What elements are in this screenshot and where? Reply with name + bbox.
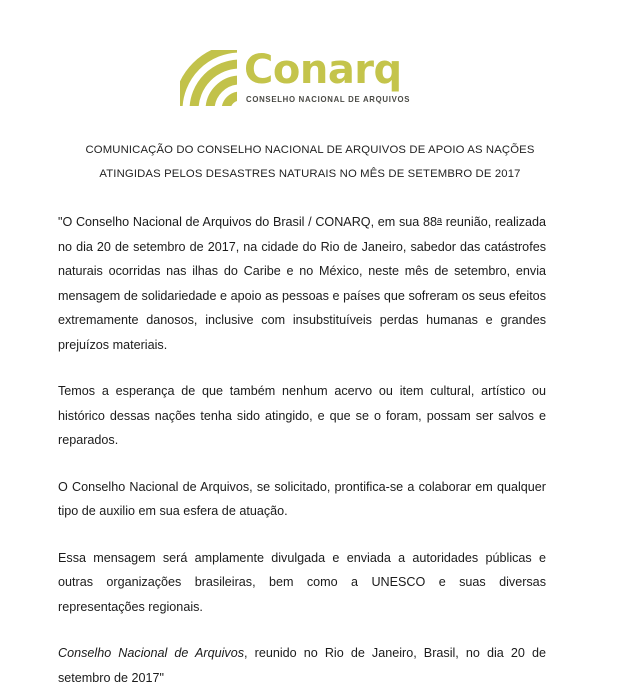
signature-rest: , reunido no Rio de Janeiro, Brasil, no dia 20 de setembro de 2017" <box>58 646 546 685</box>
paragraph-1 <box>58 208 546 357</box>
ordinal-indicator: a <box>436 215 442 225</box>
paragraph-5-signature <box>58 641 546 690</box>
signature-organization-name: Conselho Nacional de Arquivos <box>58 646 245 661</box>
paragraph-4: Essa mensagem será amplamente divulgada e enviada a autoridades públicas e outras organizações brasileiras, bem como a UNESCO e suas diversas representações regionais. <box>58 550 546 614</box>
document-title-line-2: ATINGIDAS PELOS DESASTRES NATURAIS NO MÊS DE SETEMBRO DE 2017 <box>99 168 521 180</box>
conarq-logo <box>180 48 440 110</box>
conarq-tagline: CONSELHO NACIONAL DE ARQUIVOS <box>246 95 411 104</box>
paragraph-1-text-after-ordinal: reunião, realizada no dia 20 de setembro de 2017, na cidade do Rio de Janeiro, sabedor das catástrofes naturais ocorridas nas ilhas do Caribe e no México, neste mês de setembro, envia mensagem de solidariedade e apoio as pessoas e países que sofreram os seus efeitos extremamente danosos, inclusive com insubstituíveis perdas humanas e grandes prejuízos materiais. <box>58 215 547 352</box>
paragraph-2: Temos a esperança de que também nenhum acervo ou item cultural, artístico ou histórico dessas nações tenha sido atingido, e que se o foram, possam ser salvos e reparados. <box>58 384 546 448</box>
document-title-line-1: COMUNICAÇÃO DO CONSELHO NACIONAL DE ARQUIVOS DE APOIO AS NAÇÕES <box>85 144 535 156</box>
conarq-wordmark: Conarq <box>244 47 402 93</box>
document-body <box>58 208 546 690</box>
document-title <box>56 138 564 186</box>
conarq-concentric-arcs-mark-icon <box>180 50 237 106</box>
paragraph-1-text-before-ordinal: "O Conselho Nacional de Arquivos do Brasil / CONARQ, em sua 88 <box>58 215 437 230</box>
paragraph-3: O Conselho Nacional de Arquivos, se solicitado, prontifica-se a colaborar em qualquer tipo de auxilio em sua esfera de atuação. <box>58 479 546 519</box>
